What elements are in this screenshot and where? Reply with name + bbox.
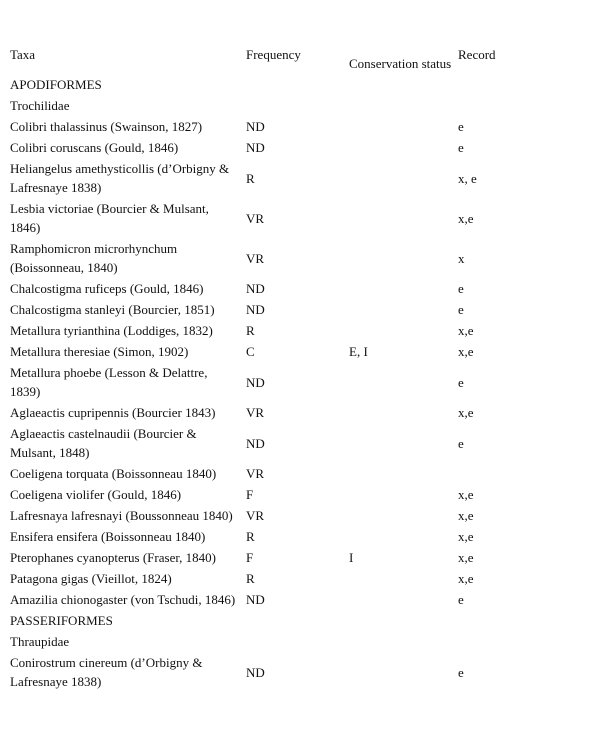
table-group-row [10, 95, 600, 116]
cell-frequency: R [246, 170, 255, 186]
cell-frequency: ND [246, 302, 265, 317]
cell-frequency: R [246, 529, 255, 544]
table-header-row [10, 0, 600, 74]
cell-taxa: Pterophanes cyanopterus (Fraser, 1840) [10, 550, 216, 565]
cell-record: e [458, 281, 464, 296]
cell-taxa: Lesbia victoriae (Bourcier & Mulsant, 1846) [10, 201, 209, 235]
cell-taxa: Coeligena torquata (Boissonneau 1840) [10, 466, 217, 481]
table-group-row [10, 74, 600, 95]
cell-taxa: Aglaeactis castelnaudii (Bourcier & Mulsant, 1848) [10, 426, 197, 460]
cell-frequency: ND [246, 664, 265, 680]
cell-taxa: Coeligena violifer (Gould, 1846) [10, 487, 182, 502]
cell-frequency: ND [246, 374, 265, 390]
cell-conservation-status [349, 74, 458, 95]
header-record: Record [458, 47, 496, 62]
cell-conservation-status [349, 484, 458, 505]
cell-conservation-status [349, 505, 458, 526]
cell-record [458, 463, 600, 484]
cell-taxa: Colibri coruscans (Gould, 1846) [10, 140, 179, 155]
cell-conservation-status [349, 652, 458, 692]
cell-record: e [458, 435, 464, 451]
cell-record: x,e [458, 508, 474, 523]
cell-conservation-status [349, 463, 458, 484]
cell-conservation-status [349, 568, 458, 589]
cell-frequency: VR [246, 508, 265, 523]
cell-conservation-status [349, 589, 458, 610]
cell-frequency: VR [246, 210, 265, 226]
table-row [10, 137, 600, 158]
table-row [10, 652, 600, 692]
cell-taxa: Chalcostigma ruficeps (Gould, 1846) [10, 281, 204, 296]
cell-conservation-status [349, 362, 458, 402]
cell-conservation-status: I [349, 550, 354, 565]
table-row [10, 526, 600, 547]
cell-taxa: Metallura phoebe (Lesson & Delattre, 1839) [10, 365, 208, 399]
cell-frequency: VR [246, 250, 265, 266]
table-row [10, 402, 600, 423]
table-row [10, 341, 600, 362]
table-row [10, 299, 600, 320]
table-row [10, 463, 600, 484]
cell-taxa: PASSERIFORMES [10, 613, 113, 628]
cell-taxa: Conirostrum cinereum (d’Orbigny & Lafresnaye 1838) [10, 655, 203, 689]
table-row [10, 484, 600, 505]
cell-conservation-status [349, 402, 458, 423]
table-row [10, 320, 600, 341]
cell-conservation-status [349, 238, 458, 278]
cell-conservation-status [349, 610, 458, 631]
table-row [10, 547, 600, 568]
header-frequency: Frequency [246, 47, 301, 62]
cell-frequency: ND [246, 281, 265, 296]
table-group-row [10, 610, 600, 631]
cell-record: x, e [458, 170, 477, 186]
cell-record: e [458, 302, 464, 317]
cell-taxa: Heliangelus amethysticollis (d’Orbigny & Lafresnaye 1838) [10, 161, 230, 195]
cell-frequency: R [246, 323, 255, 338]
cell-conservation-status [349, 95, 458, 116]
table-row [10, 505, 600, 526]
cell-frequency: VR [246, 466, 265, 481]
table-group-row [10, 631, 600, 652]
cell-record: x,e [458, 323, 474, 338]
table-row [10, 198, 600, 238]
table-row [10, 278, 600, 299]
table-row [10, 589, 600, 610]
cell-frequency [246, 74, 349, 95]
header-taxa: Taxa [10, 47, 36, 62]
cell-taxa: Amazilia chionogaster (von Tschudi, 1846) [10, 592, 236, 607]
table-body [10, 74, 600, 692]
cell-conservation-status [349, 320, 458, 341]
cell-record [458, 74, 600, 95]
cell-conservation-status [349, 116, 458, 137]
cell-conservation-status [349, 278, 458, 299]
cell-frequency [246, 610, 349, 631]
cell-conservation-status [349, 158, 458, 198]
cell-frequency [246, 95, 349, 116]
species-table [10, 0, 600, 692]
cell-conservation-status [349, 631, 458, 652]
cell-taxa: Thraupidae [10, 634, 70, 649]
cell-frequency: ND [246, 435, 265, 451]
cell-taxa: Ensifera ensifera (Boissonneau 1840) [10, 529, 206, 544]
cell-record: e [458, 374, 464, 390]
cell-record: x,e [458, 344, 474, 359]
table-row [10, 362, 600, 402]
cell-record: x,e [458, 571, 474, 586]
cell-record: x [458, 250, 465, 266]
cell-taxa: Metallura tyrianthina (Loddiges, 1832) [10, 323, 213, 338]
cell-frequency [246, 631, 349, 652]
cell-frequency: C [246, 344, 255, 359]
table-row [10, 423, 600, 463]
cell-taxa: Lafresnaya lafresnayi (Boussonneau 1840) [10, 508, 233, 523]
cell-conservation-status [349, 526, 458, 547]
cell-conservation-status: E, I [349, 344, 368, 359]
table-row [10, 116, 600, 137]
cell-frequency: ND [246, 592, 265, 607]
table-row [10, 568, 600, 589]
cell-record [458, 95, 600, 116]
cell-record [458, 610, 600, 631]
cell-record: x,e [458, 210, 474, 226]
cell-frequency: F [246, 550, 254, 565]
cell-taxa: Aglaeactis cupripennis (Bourcier 1843) [10, 405, 216, 420]
cell-record: e [458, 592, 464, 607]
table-row [10, 238, 600, 278]
cell-conservation-status [349, 423, 458, 463]
cell-taxa: Colibri thalassinus (Swainson, 1827) [10, 119, 203, 134]
species-table-container [10, 0, 600, 692]
cell-record: x,e [458, 550, 474, 565]
cell-frequency: VR [246, 405, 265, 420]
cell-taxa: Ramphomicron microrhynchum (Boissonneau, 1840) [10, 241, 178, 275]
cell-record: x,e [458, 529, 474, 544]
cell-taxa: Trochilidae [10, 98, 70, 113]
cell-frequency: R [246, 571, 255, 586]
cell-record [458, 631, 600, 652]
cell-taxa: APODIFORMES [10, 77, 102, 92]
cell-record: e [458, 119, 464, 134]
cell-record: x,e [458, 405, 474, 420]
cell-record: e [458, 140, 464, 155]
cell-conservation-status [349, 137, 458, 158]
cell-taxa: Chalcostigma stanleyi (Bourcier, 1851) [10, 302, 215, 317]
cell-taxa: Metallura theresiae (Simon, 1902) [10, 344, 189, 359]
cell-frequency: ND [246, 140, 265, 155]
cell-conservation-status [349, 299, 458, 320]
cell-taxa: Patagona gigas (Vieillot, 1824) [10, 571, 172, 586]
cell-conservation-status [349, 198, 458, 238]
cell-frequency: ND [246, 119, 265, 134]
table-row [10, 158, 600, 198]
cell-frequency: F [246, 487, 254, 502]
cell-record: x,e [458, 487, 474, 502]
header-conservation-status: Conservation status [349, 56, 452, 71]
cell-record: e [458, 664, 464, 680]
